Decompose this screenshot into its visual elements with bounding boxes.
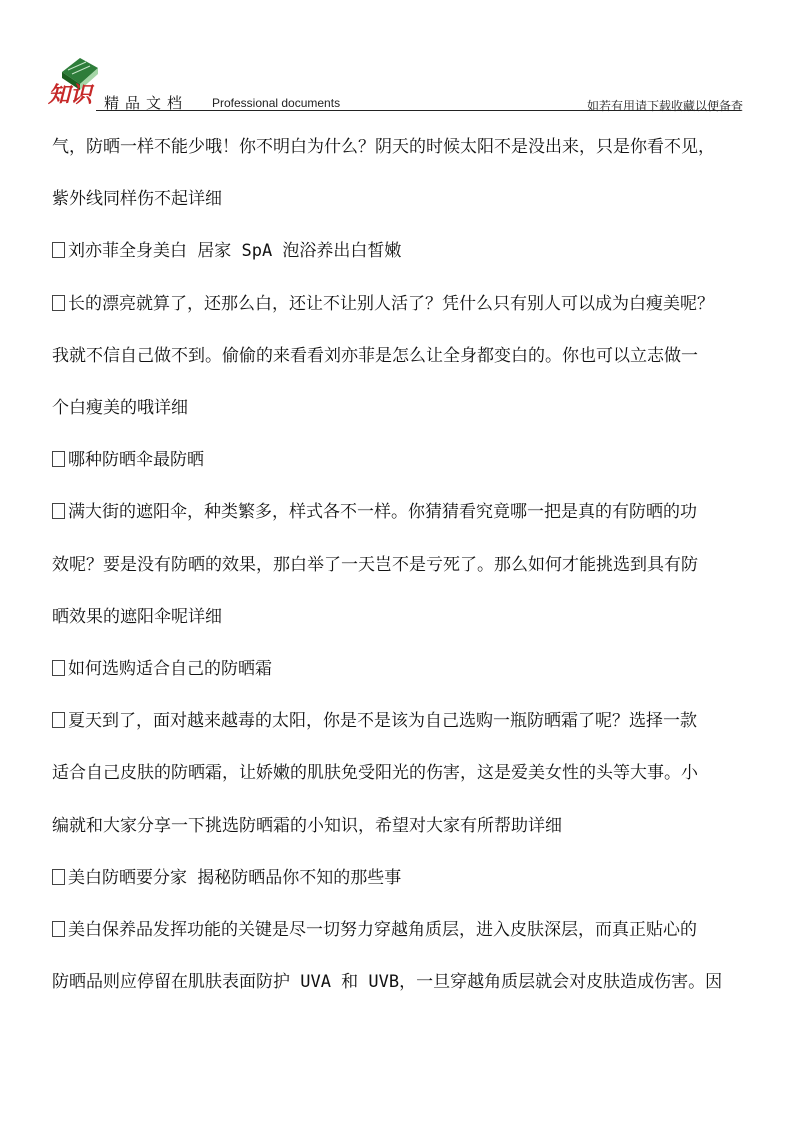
download-note: 如若有用请下载收藏以便备查 — [587, 99, 744, 113]
paragraph-line — [52, 393, 188, 418]
paragraph-line — [52, 758, 698, 783]
line-text: 美白保养品发挥功能的关键是尽一切努力穿越角质层，进入皮肤深层，而真正贴心的 — [68, 920, 697, 940]
line-text: 气，防晒一样不能少哦！你不明白为什么？阴天的时候太阳不是没出来，只是你看不见， — [52, 137, 715, 157]
checkbox-bullet-icon — [52, 660, 65, 676]
checkbox-bullet-icon — [52, 242, 65, 258]
bullet-paragraph-line — [52, 289, 714, 314]
line-text: 适合自己皮肤的防晒霜，让娇嫩的肌肤免受阳光的伤害，这是爱美女性的头等大事。小 — [52, 763, 698, 784]
line-text: 紫外线同样伤不起详细 — [52, 189, 222, 210]
paragraph-line — [52, 602, 222, 627]
page-header — [0, 0, 794, 112]
line-text: 防晒品则应停留在肌肤表面防护 UVA 和 UVB，一旦穿越角质层就会对皮肤造成伤害。因 — [52, 972, 723, 993]
line-text: 美白防晒要分家 揭秘防晒品你不知的那些事 — [68, 867, 402, 888]
bullet-paragraph-line — [52, 236, 401, 261]
line-text: 刘亦菲全身美白 居家 SpA 泡浴养出白皙嫩 — [68, 241, 402, 262]
line-text: 效呢？要是没有防晒的效果，那白举了一天岂不是亏死了。那么如何才能挑选到具有防 — [52, 554, 698, 575]
paragraph-line — [52, 967, 722, 992]
paragraph-line — [52, 341, 698, 366]
checkbox-bullet-icon — [52, 921, 65, 937]
bullet-paragraph-line — [52, 915, 697, 940]
line-text: 晒效果的遮阳伞呢详细 — [52, 606, 222, 627]
brand-subtitle: Professional documents — [212, 96, 341, 110]
line-text: 如何选购适合自己的防晒霜 — [68, 659, 272, 679]
line-text: 我就不信自己做不到。偷偷的来看看刘亦菲是怎么让全身都变白的。你也可以立志做一 — [52, 345, 698, 366]
book-logo-icon — [46, 54, 102, 108]
brand-title: 精品文档 — [104, 94, 189, 112]
paragraph-line — [52, 811, 562, 836]
bullet-paragraph-line — [52, 706, 697, 731]
checkbox-bullet-icon — [52, 295, 65, 311]
bullet-paragraph-line — [52, 863, 401, 888]
line-text: 个白瘦美的哦详细 — [52, 398, 188, 418]
bullet-paragraph-line — [52, 654, 272, 679]
line-text: 夏天到了，面对越来越毒的太阳，你是不是该为自己选购一瓶防晒霜了呢？选择一款 — [68, 711, 697, 732]
checkbox-bullet-icon — [52, 712, 65, 728]
paragraph-line — [52, 550, 698, 575]
line-text: 满大街的遮阳伞，种类繁多，样式各不一样。你猜猜看究竟哪一把是真的有防晒的功 — [68, 502, 697, 523]
line-text: 编就和大家分享一下挑选防晒霜的小知识，希望对大家有所帮助详细 — [52, 815, 562, 836]
line-text: 哪种防晒伞最防晒 — [68, 450, 204, 471]
checkbox-bullet-icon — [52, 869, 65, 885]
paragraph-line — [52, 184, 222, 209]
checkbox-bullet-icon — [52, 503, 65, 519]
bullet-paragraph-line — [52, 497, 697, 522]
logo-text: 知识 — [48, 82, 93, 108]
bullet-paragraph-line — [52, 445, 204, 470]
checkbox-bullet-icon — [52, 451, 65, 467]
paragraph-line — [52, 132, 715, 157]
line-text: 长的漂亮就算了，还那么白，还让不让别人活了？凭什么只有别人可以成为白瘦美呢？ — [68, 293, 714, 314]
header-divider — [96, 110, 741, 111]
